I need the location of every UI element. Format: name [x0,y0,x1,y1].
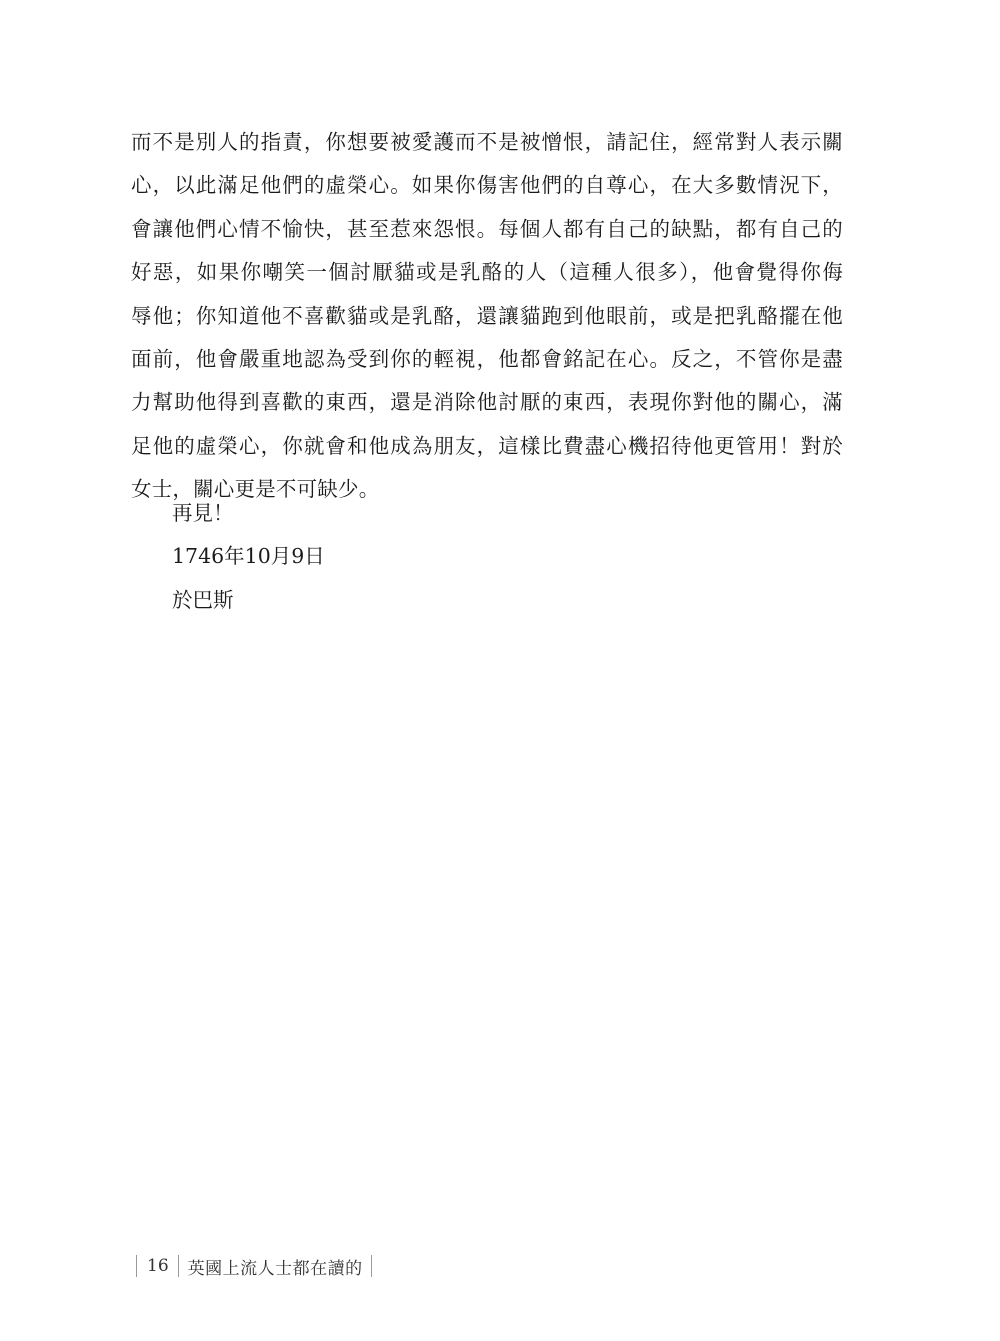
letter-body [131,121,843,512]
body-line: 心，以此滿足他們的虛榮心。如果你傷害他們的自尊心，在大多數情況下， [131,173,843,198]
body-line: 女士，關心更是不可缺少。 [131,477,380,502]
letter-place: 於巴斯 [172,587,234,612]
page-number: 16 [147,1256,169,1276]
page-footer [136,1253,372,1279]
body-line: 面前，他會嚴重地認為受到你的輕視，他都會銘記在心。反之，不管你是盡 [131,346,843,371]
letter-date: 1746年10月9日 [172,544,325,569]
footer-divider [371,1255,372,1277]
farewell: 再見！ [172,501,234,525]
body-line: 足他的虛榮心，你就會和他成為朋友，這樣比費盡心機招待他更管用！對於 [131,433,843,458]
letter-closing [172,492,325,622]
body-line: 而不是別人的指責，你想要被愛護而不是被憎恨，請記住，經常對人表示關 [131,130,843,154]
running-title: 英國上流人士都在讀的 [187,1258,363,1279]
body-line: 辱他；你知道他不喜歡貓或是乳酪，還讓貓跑到他眼前，或是把乳酪擺在他 [131,303,843,328]
body-line: 會讓他們心情不愉快，甚至惹來怨恨。每個人都有自己的缺點，都有自己的 [131,216,843,241]
body-line: 力幫助他得到喜歡的東西，還是消除他討厭的東西，表現你對他的關心，滿 [131,390,843,415]
body-line: 好惡，如果你嘲笑一個討厭貓或是乳酪的人（這種人很多），他會覺得你侮 [131,260,843,285]
